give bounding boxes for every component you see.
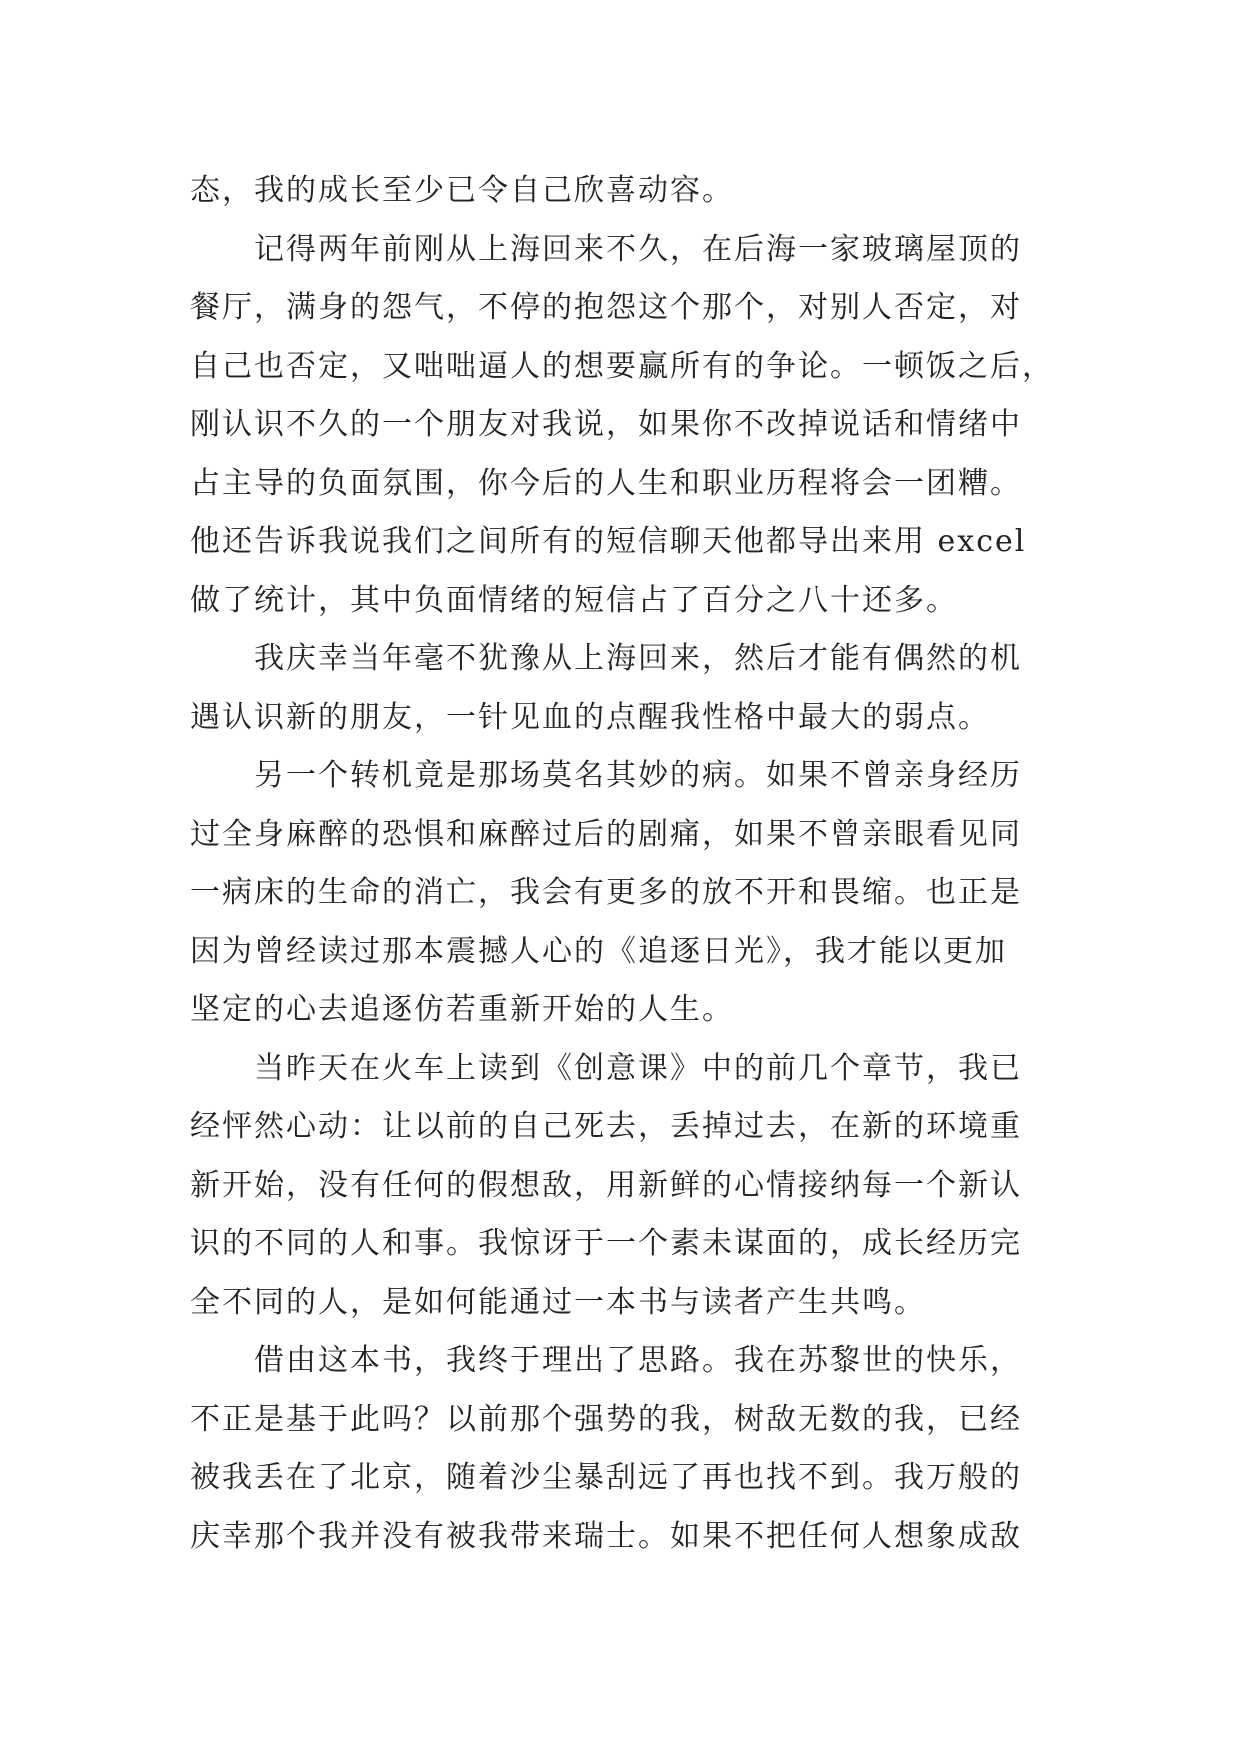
text-line: 新开始，没有任何的假想敌，用新鲜的心情接纳每一个新认 (190, 1167, 1022, 1203)
text-line: 经怦然心动：让以前的自己死去，丢掉过去，在新的环境重 (190, 1109, 1022, 1144)
text-line: 因为曾经读过那本震撼人心的《追逐日光》，我才能以更加 (190, 933, 1007, 969)
text-line: 占主导的负面氛围，你今后的人生和职业历程将会一团糟。 (190, 465, 1022, 501)
text-line: 刚认识不久的一个朋友对我说，如果你不改掉说话和情绪中 (190, 407, 1022, 442)
body-text (190, 162, 1070, 1566)
text-line: 识的不同的人和事。我惊讶于一个素未谋面的，成长经历完 (190, 1226, 1022, 1261)
text-line: 他还告诉我说我们之间所有的短信聊天他都导出来用 excel (190, 524, 1027, 559)
paragraph-first-line: 我庆幸当年毫不犹豫从上海回来，然后才能有偶然的机 (254, 641, 1022, 676)
text-line: 庆幸那个我并没有被我带来瑞士。如果不把任何人想象成敌 (190, 1518, 1022, 1554)
paragraph-first-line: 当昨天在火车上读到《创意课》中的前几个章节，我已 (254, 1050, 1022, 1086)
text-line: 不正是基于此吗？以前那个强势的我，树敌无数的我，已经 (190, 1401, 1022, 1437)
text-line: 被我丢在了北京，随着沙尘暴刮远了再也找不到。我万般的 (190, 1460, 1022, 1495)
text-line: 坚定的心去追逐仿若重新开始的人生。 (190, 992, 734, 1027)
text-line: 餐厅，满身的怨气，不停的抱怨这个那个，对别人否定，对 (190, 290, 1022, 325)
text-line: 态，我的成长至少已令自己欣喜动容。 (190, 173, 734, 208)
text-line: 遇认识新的朋友，一针见血的点醒我性格中最大的弱点。 (190, 699, 990, 735)
text-line: 自己也否定，又咄咄逼人的想要赢所有的争论。一顿饭之后， (190, 348, 1054, 384)
text-line: 一病床的生命的消亡，我会有更多的放不开和畏缩。也正是 (190, 875, 1022, 910)
paragraph-first-line: 记得两年前刚从上海回来不久，在后海一家玻璃屋顶的 (254, 231, 1022, 267)
text-line: 过全身麻醉的恐惧和麻醉过后的剧痛，如果不曾亲眼看见同 (190, 816, 1022, 852)
paragraph-first-line: 借由这本书，我终于理出了思路。我在苏黎世的快乐， (254, 1343, 1022, 1378)
text-line: 全不同的人，是如何能通过一本书与读者产生共鸣。 (190, 1284, 926, 1320)
paragraph-first-line: 另一个转机竟是那场莫名其妙的病。如果不曾亲身经历 (254, 758, 1022, 793)
text-line: 做了统计，其中负面情绪的短信占了百分之八十还多。 (190, 582, 958, 618)
